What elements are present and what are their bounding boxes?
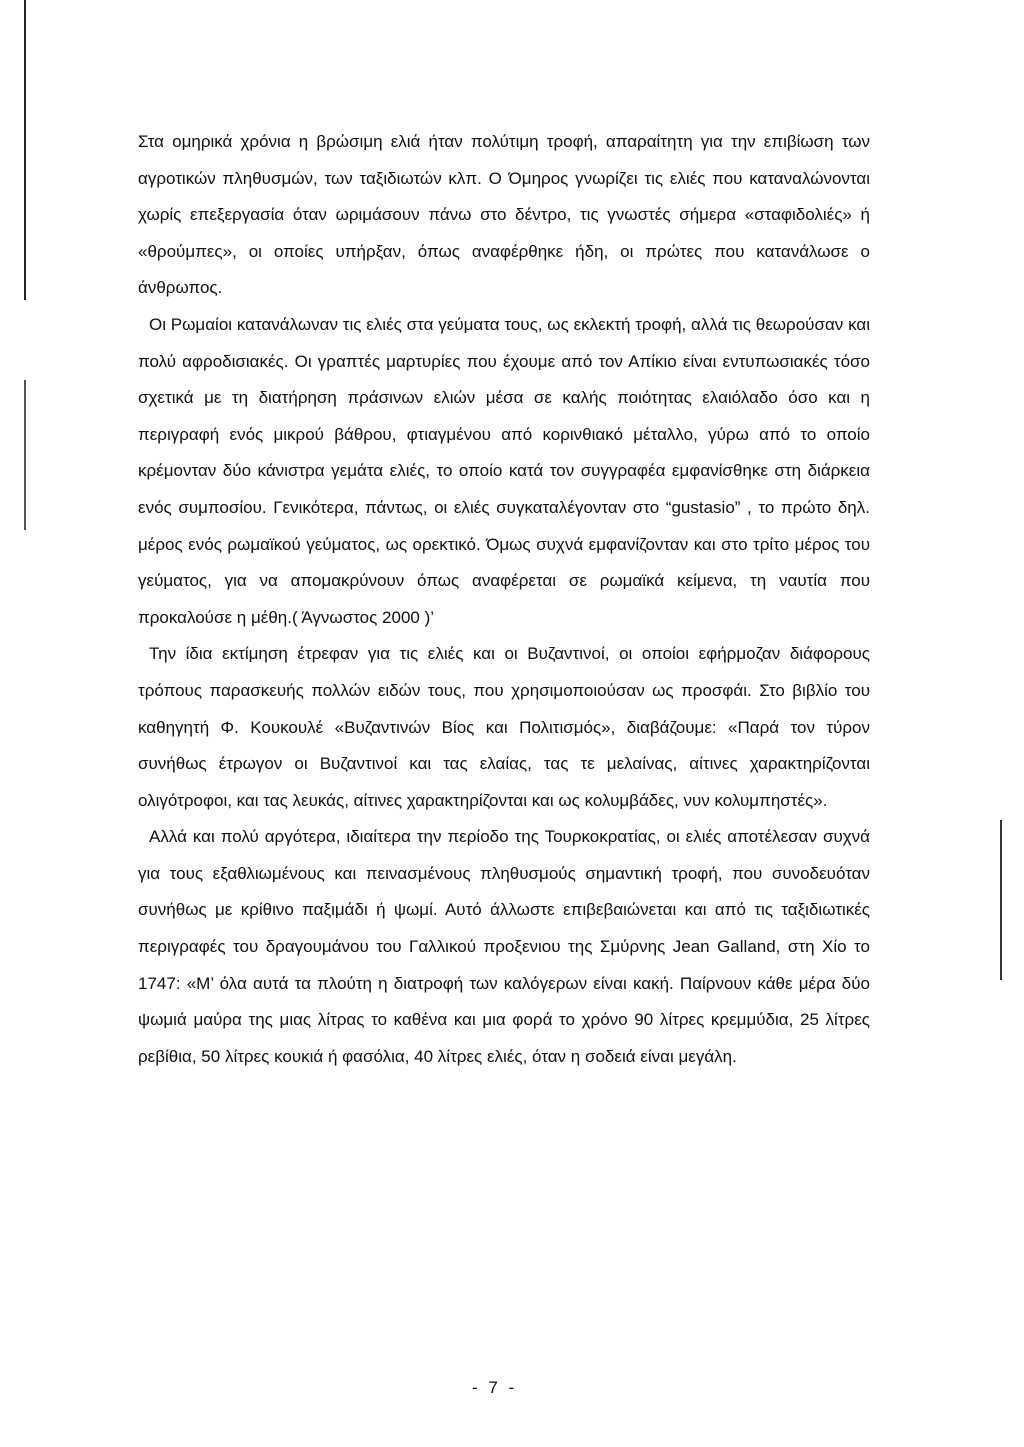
paragraph: Οι Ρωμαίοι κατανάλωναν τις ελιές στα γεύματα τους, ως εκλεκτή τροφή, αλλά τις θεωρούσαν και πολύ αφροδισιακές. Οι γραπτές μαρτυρίες που έχουμε από τον Απίκιο είναι εντυπωσιακές τόσο σχετικά με τη διατήρηση πράσινων ελιών μέσα σε καλής ποιότητας ελαιόλαδο όσο και η περιγραφή ενός μικρού βάθρου, φτιαγμένου από κορινθιακό μέταλλο, γύρω από το οποίο κρέμονταν δύο κάνιστρα γεμάτα ελιές, το οποίο κατά τον συγγραφέα εμφανίσθηκε στη διάρκεια ενός συμποσίου. Γενικότερα, πάντως, οι ελιές συγκαταλέγονταν στο “gustasio” , το πρώτο δηλ. μέρος ενός ρωμαϊκού γεύματος, ως ορεκτικό. Όμως συχνά εμφανίζονταν και στο τρίτο μέρος του γεύματος, για να απομακρύνουν όπως αναφέρεται σε ρωμαϊκά κείμενα, τη ναυτία που προκαλούσε η μέθη.( Άγνωστος 2000 )’ — [138, 314, 870, 627]
scan-edge-line — [24, 380, 26, 530]
scan-edge-line — [1000, 820, 1002, 980]
scan-edge-line — [24, 0, 26, 300]
paragraph: Στα ομηρικά χρόνια η βρώσιμη ελιά ήταν πολύτιμη τροφή, απαραίτητη για την επιβίωση των αγροτικών πληθυσμών, των ταξιδιωτών κλπ. Ο Όμηρος γνωρίζει τις ελιές που καταναλώνονται χωρίς επεξεργασία όταν ωριμάσουν πάνω στο δέντρο, τις γνωστές σήμερα «σταφιδολιές» ή «θρούμπες», οι οποίες υπήρξαν, όπως αναφέρθηκε ήδη, οι πρώτες που κατανάλωσε ο άνθρωπος. — [138, 132, 870, 298]
page-number: - 7 - — [472, 1378, 518, 1397]
body-text — [138, 124, 870, 1075]
paragraph: Την ίδια εκτίμηση έτρεφαν για τις ελιές και οι Βυζαντινοί, οι οποίοι εφήρμοζαν διάφορους τρόπους παρασκευής πολλών ειδών τους, που χρησιμοποιούσαν ως προσφάι. Στο βιβλίο του καθηγητή Φ. Κουκουλέ «Βυζαντινών Βίος και Πολιτισμός», διαβάζουμε: «Παρά τον τύρον συνήθως έτρωγον οι Βυζαντινοί και τας ελαίας, τας τε μελαίνας, αίτινες χαρακτηρίζονται ολιγότροφοι, και τας λευκάς, αίτινες χαρακτηρίζονται και ως κολυμβάδες, νυν κολυμπηστές». — [138, 644, 870, 810]
paragraph: Αλλά και πολύ αργότερα, ιδιαίτερα την περίοδο της Τουρκοκρατίας, οι ελιές αποτέλεσαν συχνά για τους εξαθλιωμένους και πεινασμένους πληθυσμούς σημαντική τροφή, που συνοδευόταν συνήθως με κρίθινο παξιμάδι ή ψωμί. Αυτό άλλωστε επιβεβαιώνεται και από τις ταξιδιωτικές περιγραφές του δραγουμάνου του Γαλλικού προξενιου της Σμύρνης Jean Galland, στη Χίο το 1747: «Μ’ όλα αυτά τα πλούτη η διατροφή των καλόγερων είναι κακή. Παίρνουν κάθε μέρα δύο ψωμιά μαύρα της μιας λίτρας το καθένα και μια φορά το χρόνο 90 λίτρες κρεμμύδια, 25 λίτρες ρεβίθια, 50 λίτρες κουκιά ή φασόλια, 40 λίτρες ελιές, όταν η σοδειά είναι μεγάλη. — [138, 827, 870, 1066]
